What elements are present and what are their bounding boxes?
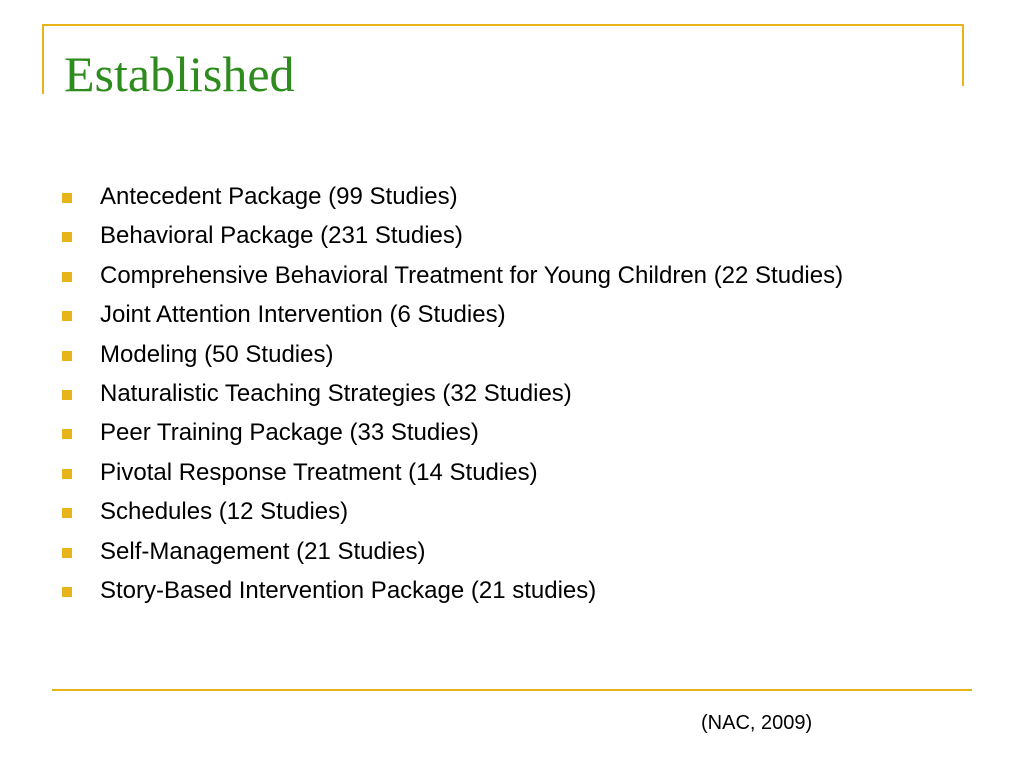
list-item	[62, 497, 942, 526]
list-item-text: Pivotal Response Treatment (14 Studies)	[100, 458, 538, 486]
list-item	[62, 379, 942, 408]
frame-top-rule	[42, 24, 964, 26]
square-bullet-icon	[62, 232, 72, 242]
square-bullet-icon	[62, 469, 72, 479]
list-item	[62, 182, 942, 211]
square-bullet-icon	[62, 272, 72, 282]
frame-right-rule	[962, 24, 964, 86]
list-item	[62, 458, 942, 487]
square-bullet-icon	[62, 311, 72, 321]
bullet-list	[62, 182, 942, 615]
list-item-text: Schedules (12 Studies)	[100, 498, 349, 526]
list-item-text: Antecedent Package (99 Studies)	[100, 183, 458, 210]
list-item	[62, 300, 942, 329]
footer-rule	[52, 689, 972, 691]
square-bullet-icon	[62, 390, 72, 400]
list-item	[62, 418, 942, 447]
list-item-text: Story-Based Intervention Package (21 studies)	[100, 576, 597, 604]
list-item	[62, 537, 942, 566]
citation: (NAC, 2009)	[701, 712, 813, 734]
list-item	[62, 340, 942, 369]
list-item-text: Joint Attention Intervention (6 Studies)	[100, 301, 506, 329]
frame-left-rule	[42, 24, 44, 94]
square-bullet-icon	[62, 429, 72, 439]
list-item	[62, 261, 942, 290]
list-item-text: Behavioral Package (231 Studies)	[100, 222, 463, 250]
square-bullet-icon	[62, 548, 72, 558]
square-bullet-icon	[62, 351, 72, 361]
square-bullet-icon	[62, 193, 72, 203]
list-item-text: Comprehensive Behavioral Treatment for Young Children (22 Studies)	[100, 261, 844, 289]
square-bullet-icon	[62, 508, 72, 518]
list-item-text: Naturalistic Teaching Strategies (32 Studies)	[100, 379, 572, 407]
square-bullet-icon	[62, 587, 72, 597]
list-item	[62, 576, 942, 605]
list-item-text: Peer Training Package (33 Studies)	[100, 419, 479, 447]
slide-title: Established	[64, 46, 295, 102]
list-item	[62, 221, 942, 250]
list-item-text: Modeling (50 Studies)	[100, 340, 334, 368]
list-item-text: Self-Management (21 Studies)	[100, 537, 426, 565]
